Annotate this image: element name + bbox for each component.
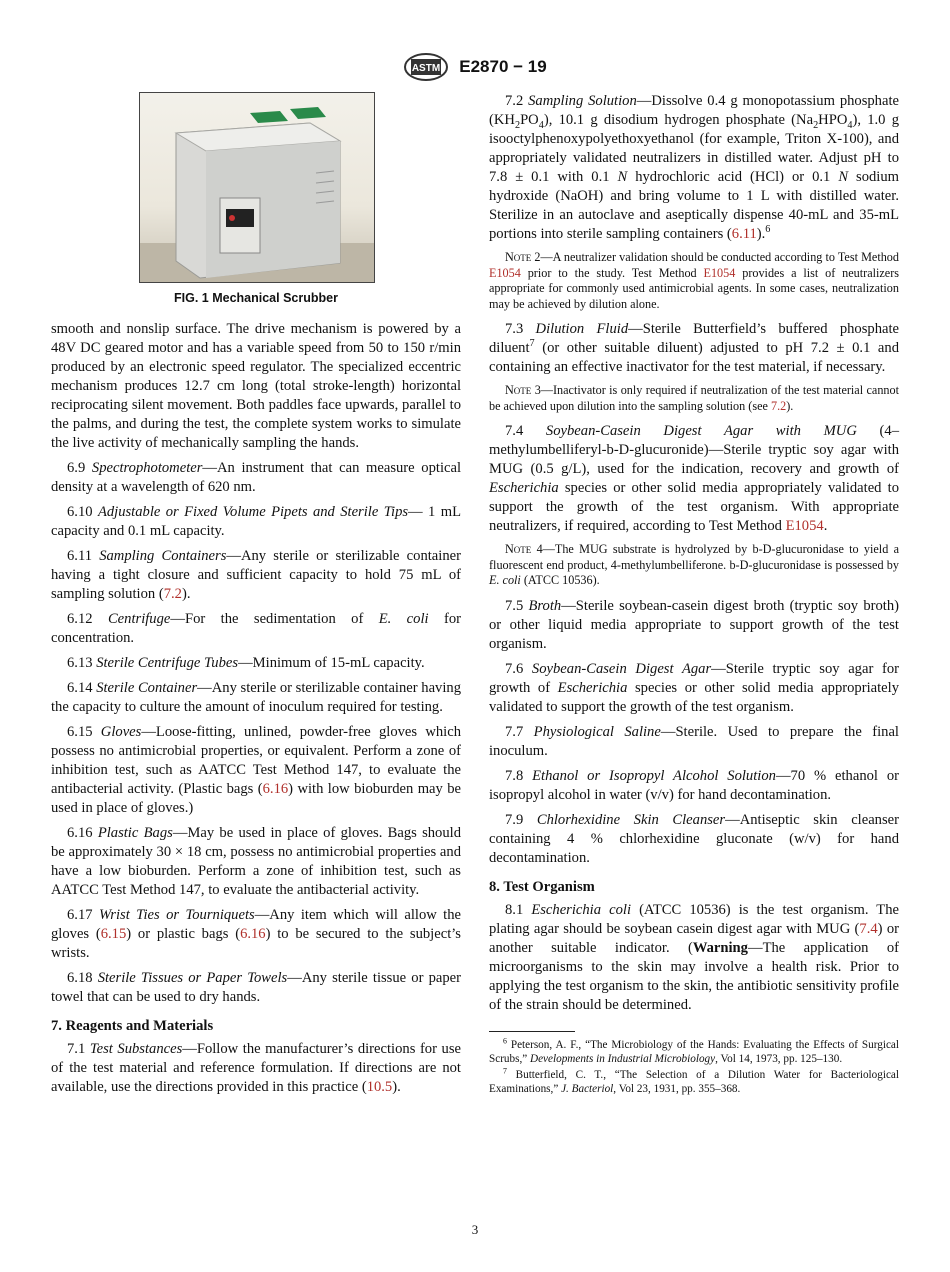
ref-link[interactable]: E1054 — [703, 265, 736, 280]
section-7-5: 7.5 Broth—Sterile soybean-casein digest broth (tryptic soy broth) or other liquid media appropriate to support growth of the test organism. — [489, 597, 900, 652]
section-8-1: 8.1 Escherichia coli (ATCC 10536) is the test organism. The plating agar should be soybean casein digest agar with MUG (7.4) or another suitable indicator. (Warning—The application of microorganisms to the skin may involve a health risk. Prior to applying the test organism to the skin, the antibiotic sensitivity profile of the strain should be determined. — [489, 901, 899, 1013]
section-6-17: 6.17 Wrist Ties or Tourniquets—Any item which will allow the gloves (6.15) or plastic bags (6.16) to be secured to the subject’s wrists. — [51, 907, 462, 961]
footnote-ref[interactable]: 6 — [765, 224, 771, 236]
note-2: Note 2—A neutralizer validation should be conducted according to Test Method E1054 prior to the study. Test Method E1054 provides a list of neutralizers appropriate for commonly used antimicrobial agents. In some cases, neutralization may be achieved by dilution alone. — [489, 250, 899, 311]
figure-1 — [139, 92, 373, 308]
section-6-11: 6.11 Sampling Containers—Any sterile or sterilizable container having a tight closure and sufficient capacity to hold 75 mL of sampling solution (7.2). — [51, 548, 461, 602]
page-number: 3 — [471, 1222, 479, 1237]
section-6-14: 6.14 Sterile Container—Any sterile or sterilizable container having the capacity to culture the amount of inoculum required for testing. — [51, 680, 461, 715]
figure-caption: FIG. 1 Mechanical Scrubber — [174, 291, 338, 305]
section-7-8: 7.8 Ethanol or Isopropyl Alcohol Solution—70 % ethanol or isopropyl alcohol in water (v/v) for hand decontamination. — [489, 767, 899, 803]
footnote-7: $^7$ Butterfield, C. T., “The Selection of a Dilution Water for Bacteriological Examinations,” J. Bacteriol, Vol 23, 1931, pp. 355–368. — [489, 1065, 899, 1095]
section-7-2: 7.2 Sampling Solution—Dissolve 0.4 g monopotassium phosphate $(KH_2PO_4)$, 10.1 g disodium hydrogen phosphate $(Na_2HPO_4)$, 1.0 g isooctylphenoxypolyethoxyethanol (for example, Triton X-100), and appropriately validated neutralizers in distilled water. Adjust pH to 7.8 ± 0.1 with 0.1 N hydrochloric acid (HCl) or 0.1 N sodium hydroxide (NaOH) and bring volume to 1 L with distilled water. Sterilize in an autoclave and aseptically dispense 40-mL and 35-mL portions into sterile sampling containers (6.11).$^6$ — [489, 93, 899, 242]
mechanical-scrubber-image — [139, 92, 375, 283]
section-6-9: 6.9 Spectrophotometer—An instrument that can measure optical density at a wavelength of 620 nm. — [51, 460, 462, 495]
section-6-13: 6.13 Sterile Centrifuge Tubes—Minimum of 15-mL capacity. — [67, 655, 425, 671]
note-3: Note 3—Inactivator is only required if neutralization of the test material cannot be achieved upon dilution into the sampling solution (see 7.2). — [489, 383, 899, 413]
ref-link[interactable]: 6.16 — [262, 781, 289, 797]
page-header — [0, 52, 950, 82]
section-heading-8: 8. Test Organism — [489, 878, 595, 895]
section-heading-7: 7. Reagents and Materials — [51, 1018, 214, 1034]
footnote-divider — [489, 1031, 575, 1032]
paragraph: smooth and nonslip surface. The drive mechanism is powered by a 48V DC geared motor and has a variable speed from 50 to 150 r/min produced by an electronic speed regulator. The specialized eccentric mechanism produces 12.7 cm long (total stroke-length) horizontal reciprocating silent movement. Both paddles face upwards, parallel to the palms, and during the test, the complete system works to simulate the live activity of mechanically sampling the hands. — [51, 321, 461, 451]
section-6-16: 6.16 Plastic Bags—May be used in place of gloves. Bags should be approximately 30 × 18 cm, possess no antimicrobial properties and have a low bioburden. Perform a zone of inhibition test, such as AATCC Test Method 147, to evaluate the antibacterial activity. — [51, 825, 461, 898]
section-7-6: 7.6 Soybean-Casein Digest Agar—Sterile tryptic soy agar for growth of Escherichia species or other solid media appropriately validated to support the growth of the test organism. — [489, 660, 900, 715]
right-column — [489, 92, 899, 1098]
left-column — [51, 92, 461, 1103]
section-7-1: 7.1 Test Substances—Follow the manufacturer’s directions for use of the test material and reference formulation. If directions are not available, use the directions provided in this practice (10.5). — [51, 1041, 461, 1095]
ref-link[interactable]: E1054 — [785, 518, 824, 534]
section-6-18: 6.18 Sterile Tissues or Paper Towels—Any sterile tissue or paper towel that can be used to dry hands. — [51, 970, 461, 1005]
section-7-3: 7.3 Dilution Fluid—Sterile Butterfield’s buffered phosphate diluent$^7$ (or other suitable diluent) adjusted to pH 7.2 ± 0.1 and containing an effective inactivator for the test material, if necessary. — [489, 321, 899, 375]
note-4: Note 4—The MUG substrate is hydrolyzed by b-D-glucuronidase to yield a fluorescent end product, 4-methylumbelliferone. b-D-glucuronidase is possessed by E. coli (ATCC 10536). — [489, 542, 899, 587]
ref-link[interactable]: 6.15 — [100, 926, 127, 942]
document-id: E2870 − 19 — [459, 57, 547, 76]
section-7-7: 7.7 Physiological Saline—Sterile. Used to prepare the final inoculum. — [489, 723, 899, 759]
ref-link[interactable]: 6.16 — [240, 926, 266, 942]
section-6-10: 6.10 Adjustable or Fixed Volume Pipets and Sterile Tips— 1 mL capacity and 0.1 mL capacity. — [51, 504, 461, 539]
astm-logo-icon — [403, 52, 449, 82]
ref-link[interactable]: 6.11 — [731, 226, 757, 242]
section-6-15: 6.15 Gloves—Loose-fitting, unlined, powder-free gloves which possess no antimicrobial properties, or equivalent. Perform a zone of inhibition test, such as AATCC Test Method 147, to evaluate the antibacterial activity. (Plastic bags (6.16) with low bioburden may be used in place of gloves.) — [51, 724, 462, 816]
section-7-4: 7.4 Soybean-Casein Digest Agar with MUG (4–methylumbelliferyl-b-D-glucuronide)—Sterile tryptic soy agar with MUG (0.5 g/L), used for the indication, recovery and growth of Escherichia species or other solid media appropriately validated to support the growth of the test organism. With appropriate neutralizers, if required, according to Test Method E1054. — [489, 423, 899, 534]
section-6-12: 6.12 Centrifuge—For the sedimentation of E. coli for concentration. — [51, 611, 461, 646]
ref-link[interactable]: 7.4 — [859, 920, 878, 937]
ref-link[interactable]: 7.2 — [770, 398, 787, 413]
section-7-9: 7.9 Chlorhexidine Skin Cleanser—Antiseptic skin cleanser containing 4 % chlorhexidine gluconate (w/v) for hand decontamination. — [489, 811, 899, 866]
svg-text:ASTM: ASTM — [412, 63, 441, 74]
footnote-ref[interactable]: 7 — [529, 338, 535, 350]
ref-link[interactable]: 7.2 — [163, 586, 182, 602]
footnote-6: $^6$ Peterson, A. F., “The Microbiology of the Hands: Evaluating the Effects of Surgical Scrubs,” Developments in Industrial Microbiology, Vol 14, 1973, pp. 125–130. — [489, 1035, 899, 1065]
ref-link[interactable]: E1054 — [489, 265, 521, 280]
ref-link[interactable]: 10.5 — [366, 1079, 393, 1095]
